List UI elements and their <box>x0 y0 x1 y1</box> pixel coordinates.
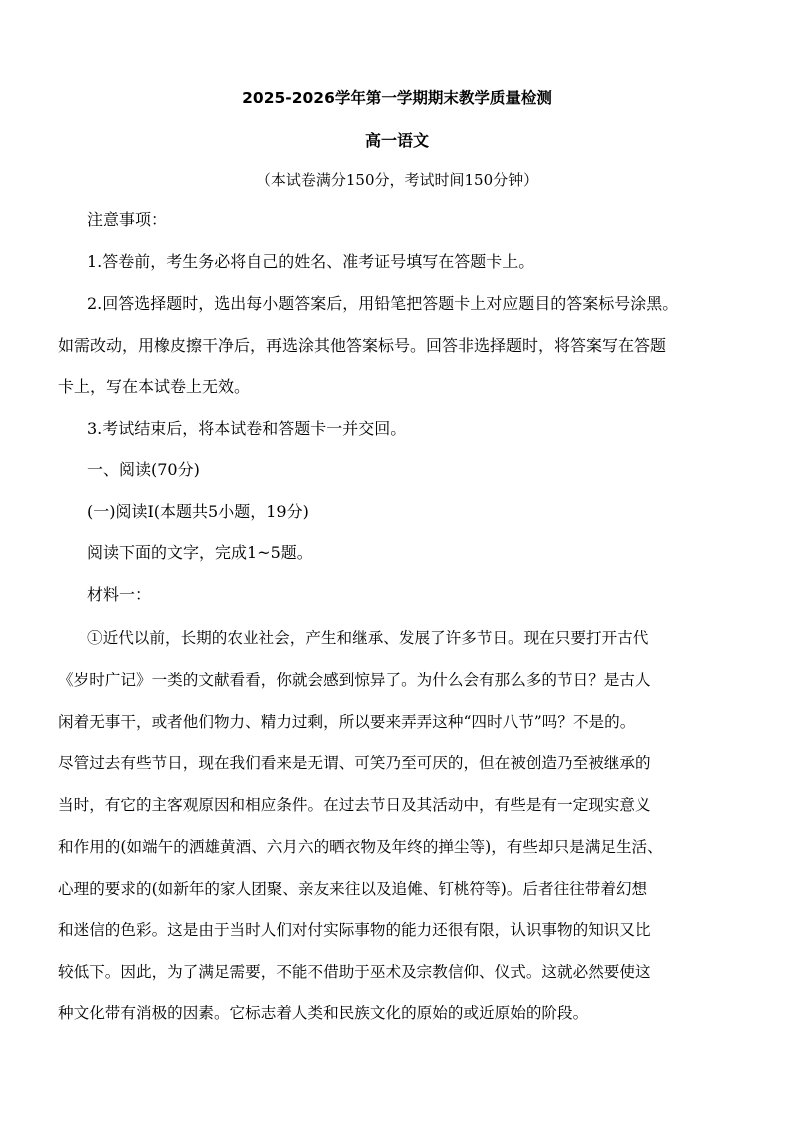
material-label: 材料一： <box>87 585 152 604</box>
notice-line-3: 如需改动，用橡皮擦干净后，再选涂其他答案标号。回答非选择题时，将答案写在答题 <box>58 336 667 355</box>
notice-line-1: 1.答卷前，考生务必将自己的姓名、准考证号填写在答题卡上。 <box>87 252 535 271</box>
passage-line-5: 当时，有它的主客观原因和相应条件。在过去节日及其活动中，有些是有一定现实意义 <box>58 796 651 814</box>
passage-line-4: 尽管过去有些节日，现在我们看来是无谓、可笑乃至可厌的，但在被创造乃至被继承的 <box>58 754 651 772</box>
section-heading: 一、阅读(70分) <box>87 460 200 479</box>
reading-instruction: 阅读下面的文字，完成1~5题。 <box>87 543 313 562</box>
passage-line-7: 心理的要求的(如新年的家人团聚、亲友来往以及追傩、钉桃符等)。后者往往带着幻想 <box>58 880 648 898</box>
notice-line-2: 2.回答选择题时，选出每小题答案后，用铅笔把答题卡上对应题目的答案标号涂黑。 <box>87 294 679 313</box>
notice-line-5: 3.考试结束后，将本试卷和答题卡一并交回。 <box>87 419 407 438</box>
passage-line-3: 闲着无事干，或者他们物力、精力过剩，所以要来弄弄这种“四时八节”吗？不是的。 <box>58 713 636 731</box>
passage-line-8: 和迷信的色彩。这是由于当时人们对付实际事物的能力还很有限，认识事物的知识又比 <box>58 921 651 939</box>
exam-info: （本试卷满分150分，考试时间150分钟） <box>255 171 539 189</box>
passage-line-1: ①近代以前，长期的农业社会，产生和继承、发展了许多节日。现在只要打开古代 <box>87 629 649 647</box>
passage-line-2: 《岁时广记》一类的文献看看，你就会感到惊异了。为什么会有那么多的节日？是古人 <box>58 671 651 689</box>
passage-line-9: 较低下。因此，为了满足需要，不能不借助于巫术及宗教信仰、仪式。这就必然要使这 <box>58 963 651 981</box>
notice-line-4: 卡上，写在本试卷上无效。 <box>58 377 251 396</box>
exam-title: 2025-2026学年第一学期期末教学质量检测 <box>242 89 552 107</box>
subsection-heading: (一)阅读Ⅰ(本题共5小题，19分) <box>87 502 309 521</box>
passage-line-6: 和作用的(如端午的洒雄黄酒、六月六的晒衣物及年终的掸尘等)，有些却只是满足生活、 <box>58 838 663 856</box>
exam-subject: 高一语文 <box>364 131 429 150</box>
notice-heading: 注意事项： <box>87 210 168 229</box>
passage-line-10: 种文化带有消极的因素。它标志着人类和民族文化的原始的或近原始的阶段。 <box>58 1004 589 1022</box>
